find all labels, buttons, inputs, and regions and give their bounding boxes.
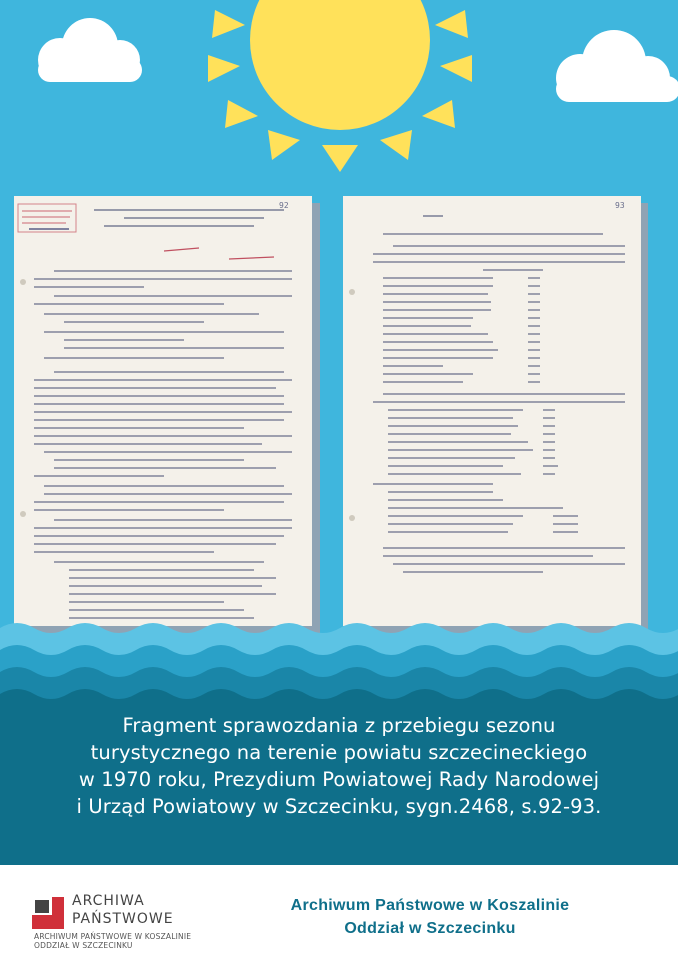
caption-line-3: w 1970 roku, Prezydium Powiatowej Rady Narodowej [78,768,600,791]
caption-line-1: Fragment sprawozdania z przebiegu sezonu [122,714,556,737]
logo-subtitle-2: ODDZIAŁ W SZCZECINKU [34,941,133,950]
footer-title-line-2: Oddział w Szczecinku [344,920,516,937]
archiwa-logo-icon [32,897,64,929]
right-document-text [343,196,641,626]
logo-text-line-1: ARCHIWA [72,893,145,909]
footer-title-line-1: Archiwum Państwowe w Koszalinie [290,897,570,914]
caption-line-2: turystycznego na terenie powiatu szczecineckiego [90,741,588,764]
caption-line-4: i Urząd Powiatowy w Szczecinku, sygn.2468, s.92-93. [76,795,602,818]
waves-decoration [0,610,678,710]
cloud-left-icon [22,12,152,82]
left-document-page [14,196,312,626]
cloud-right-icon [540,24,678,102]
logo-text-line-2: PAŃSTWOWE [72,911,174,927]
caption-text [20,712,658,820]
left-page-number: 92 [279,201,289,210]
logo-subtitle-1: ARCHIWUM PAŃSTWOWE W KOSZALINIE [34,932,192,941]
left-document-text [14,196,312,626]
right-document-page [343,196,641,626]
right-page-number: 93 [615,201,625,210]
